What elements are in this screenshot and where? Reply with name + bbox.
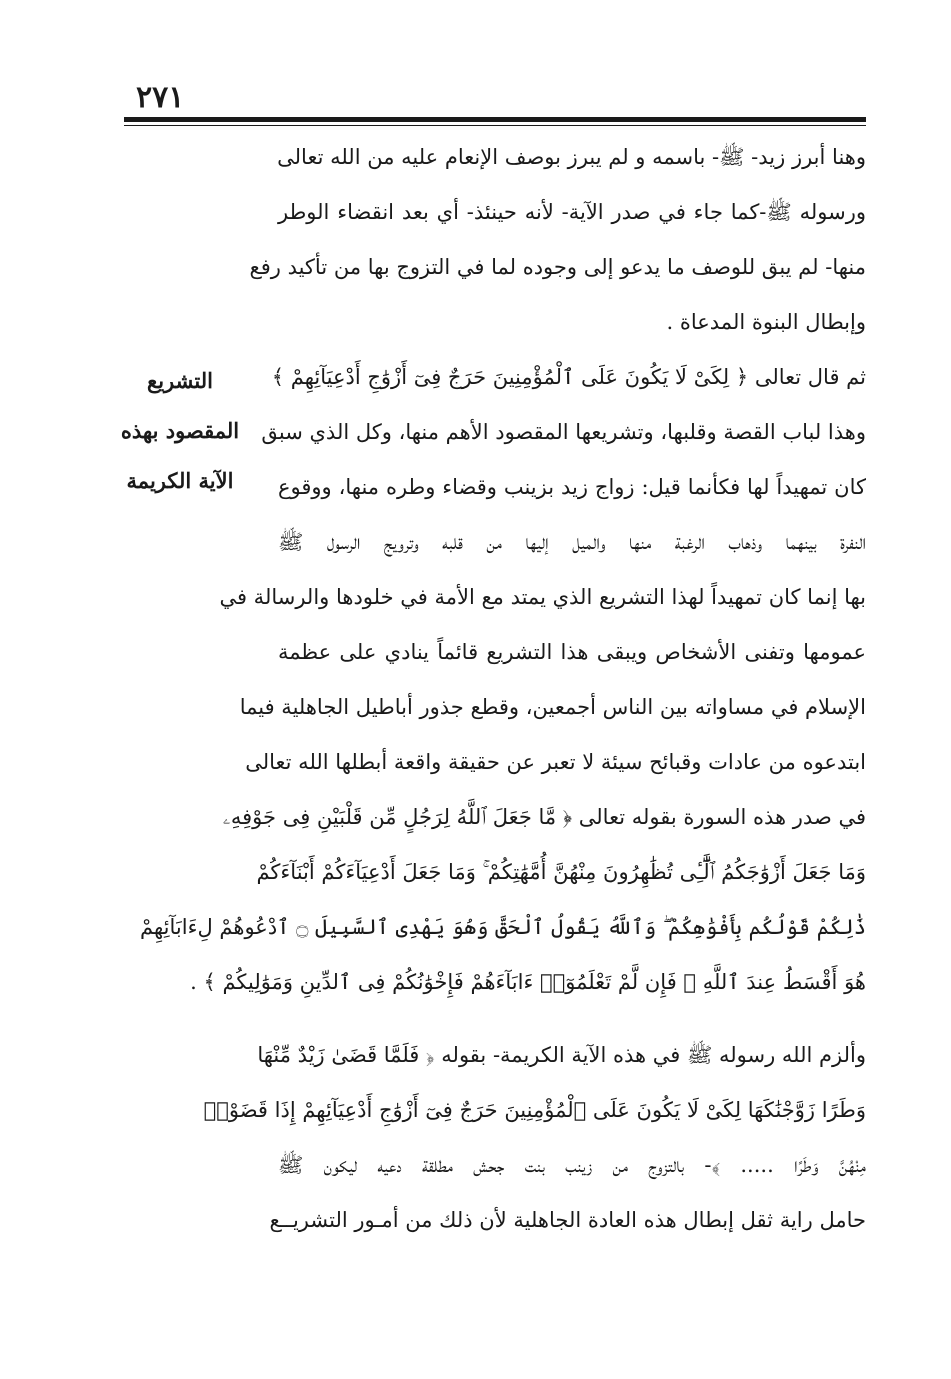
text-line: بها إنما كان تمهيداً لهذا التشريع الذي يمتد مع الأمة في خلودها والرسالة في bbox=[219, 585, 866, 609]
text-line: منها- لم يبق للوصف ما يدعو إلى وجوده لما في التزوج بها من تأكيد رفع bbox=[249, 255, 866, 279]
text-line: ورسوله ﷺ-كما جاء في صدر الآية- لأنه حينئذ- أي بعد انقضاء الوطر bbox=[278, 200, 866, 224]
page-number: ٢٧١ bbox=[136, 80, 185, 115]
margin-note bbox=[120, 356, 240, 506]
text-line: وَطَرًا زَوَّجْنَٰكَهَا لِكَىْ لَا يَكُونَ عَلَى ٱلْمُؤْمِنِينَ حَرَجٌ فِىٓ أَزْوَٰجِ أَدْعِيَآئِهِمْ إِذَا قَضَوْا۟ bbox=[203, 1098, 866, 1122]
text-line: في صدر هذه السورة بقوله تعالى ﴿ مَّا جَعَلَ ٱللَّهُ لِرَجُلٍ مِّن قَلْبَيْنِ فِى جَوْفِهِۦ bbox=[222, 805, 866, 829]
margin-note-line: المقصود بهذه bbox=[120, 418, 240, 443]
text-line: وهنا أبرز زيد- ﷺ- باسمه و لم يبرز بوصف الإنعام عليه من الله تعالى bbox=[277, 145, 866, 169]
margin-note-line: الآية الكريمة bbox=[126, 468, 234, 493]
text-line: مِنْهُنَّ وَطَرًا ..... ﴾- بالتزوج من زينب بنت جحش مطلقة دعيه ليكون ﷺ bbox=[278, 1153, 866, 1177]
text-line: وَمَا جَعَلَ أَزْوَٰجَكُمُ ٱلَّٰٓـِٔى تُظَٰهِرُونَ مِنْهُنَّ أُمَّهَٰتِكُمْ ۚ وَمَا جَعَلَ أَدْعِيَآءَكُمْ أَبْنَآءَكُمْ bbox=[256, 860, 866, 884]
text-line: هُوَ أَقْسَطُ عِندَ ٱللَّهِ ۚ فَإِن لَّمْ تَعْلَمُوٓا۟ ءَابَآءَهُمْ فَإِخْوَٰنُكُمْ فِى ٱلدِّينِ وَمَوَٰلِيكُمْ ﴾ . bbox=[190, 970, 866, 994]
text-line: كان تمهيداً لها فكأنما قيل: زواج زيد بزينب وقضاء وطره منها، ووقوع bbox=[278, 475, 866, 499]
paragraph-1 bbox=[249, 130, 866, 350]
header-rule-thin bbox=[124, 125, 866, 126]
header-rule-thick bbox=[124, 117, 866, 122]
text-line: عمومها وتفنى الأشخاص ويبقى هذا التشريع قائماً ينادي على عظمة bbox=[278, 640, 866, 664]
text-line: وهذا لباب القصة وقلبها، وتشريعها المقصود الأهم منها، وكل الذي سبق bbox=[261, 420, 866, 444]
text-line: وإبطال البنوة المدعاة . bbox=[666, 310, 866, 334]
paragraph-3 bbox=[203, 1028, 866, 1248]
text-line: ابتدعوه من عادات وقبائح سيئة لا تعبر عن حقيقة واقعة أبطلها الله تعالى bbox=[245, 750, 866, 774]
margin-note-line: التشريع bbox=[147, 368, 213, 393]
text-line: وألزم الله رسوله ﷺ في هذه الآية الكريمة- بقوله ﴿ فَلَمَّا قَضَىٰ زَيْدٌ مِّنْهَا bbox=[257, 1043, 866, 1067]
text-line: النفرة بينهما وذهاب الرغبة منها والميل إليها من قلبه وترويج الرسول ﷺ bbox=[278, 530, 866, 554]
text-line: ثم قال تعالى ﴿ لِكَىْ لَا يَكُونَ عَلَى ٱلْمُؤْمِنِينَ حَرَجٌ فِىٓ أَزْوَٰجِ أَدْعِيَآئِهِمْ ﴾ bbox=[271, 365, 866, 389]
text-line: ذَٰلِكُمْ قَوْلُكُم بِأَفْوَٰهِكُمْ ۖ وَٱللَّهُ يَقُولُ ٱلْحَقَّ وَهُوَ يَهْدِى ٱلسَّبِيلَ ۝ ٱدْعُوهُمْ لِءَابَآئِهِمْ bbox=[140, 915, 866, 939]
text-line: حامل راية ثقل إبطال هذه العادة الجاهلية لأن ذلك من أمـور التشريــع bbox=[269, 1208, 866, 1232]
text-line: الإسلام في مساواته بين الناس أجمعين، وقطع جذور أباطيل الجاهلية فيما bbox=[239, 695, 866, 719]
